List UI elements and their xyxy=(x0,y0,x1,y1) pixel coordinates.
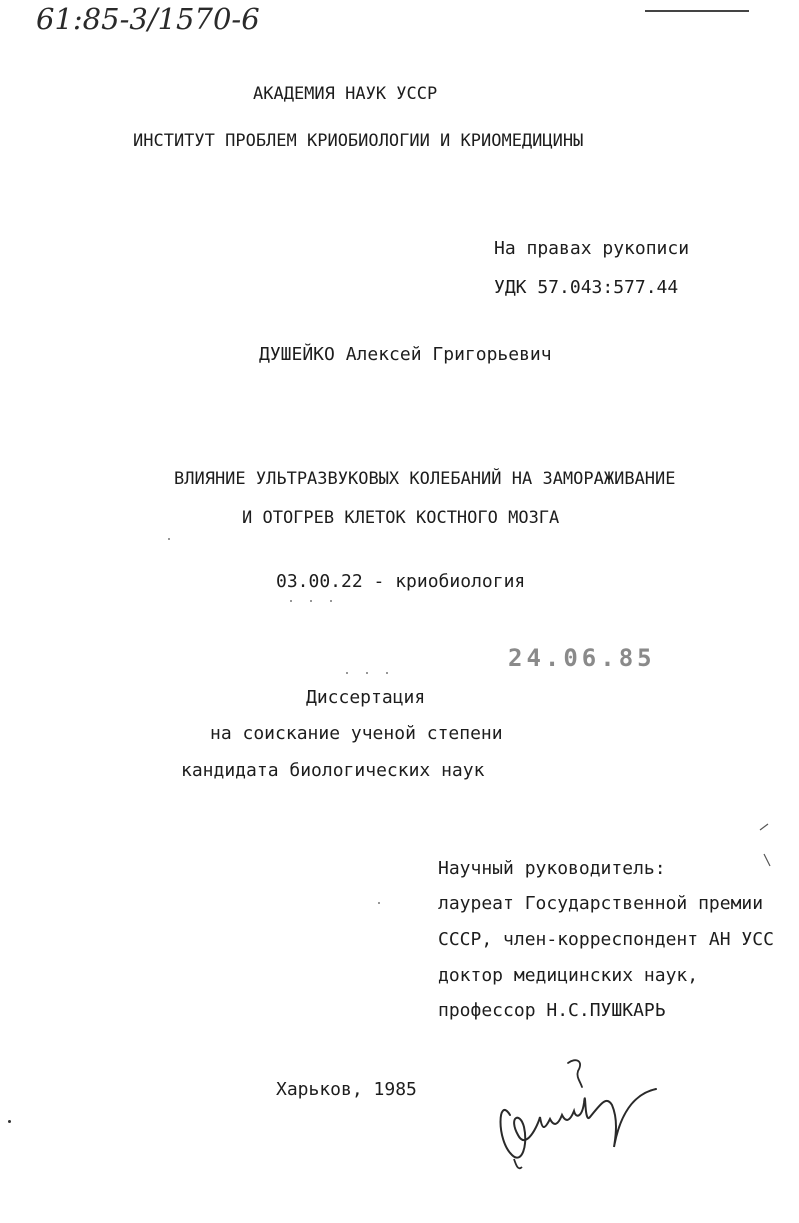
dissertation-label: Диссертация xyxy=(306,687,426,708)
specialty: 03.00.22 - криобиология xyxy=(276,571,526,592)
scan-speck xyxy=(8,1120,11,1123)
handwritten-code: 61:85-3/1570-6 xyxy=(36,2,260,36)
supervisor-membership: СССР, член-корреспондент АН УСС xyxy=(438,929,774,950)
scan-speck xyxy=(168,538,170,540)
scan-speck xyxy=(366,672,368,674)
city-year: Харьков, 1985 xyxy=(276,1079,417,1100)
institute-name: ИНСТИТУТ ПРОБЛЕМ КРИОБИОЛОГИИ И КРИОМЕДИЦИНЫ xyxy=(133,131,584,151)
udc-code: УДК 57.043:577.44 xyxy=(494,277,679,298)
dissertation-field: кандидата биологических наук xyxy=(181,760,485,781)
academy-name: АКАДЕМИЯ НАУК УССР xyxy=(253,84,438,104)
scan-speck xyxy=(310,600,312,602)
author-name: ДУШЕЙКО Алексей Григорьевич xyxy=(259,344,552,365)
title-line-1: ВЛИЯНИЕ УЛЬТРАЗВУКОВЫХ КОЛЕБАНИЙ НА ЗАМОРАЖИВАНИЕ xyxy=(174,469,676,489)
supervisor-heading: Научный руководитель: xyxy=(438,858,666,879)
date-stamp: 24.06.85 xyxy=(508,644,656,672)
dissertation-degree: на соискание ученой степени xyxy=(210,723,503,744)
scan-speck xyxy=(386,672,388,674)
scan-speck xyxy=(378,902,380,904)
signature-mark xyxy=(488,1055,678,1175)
top-rule xyxy=(645,10,749,12)
supervisor-name: профессор Н.С.ПУШКАРЬ xyxy=(438,1000,666,1021)
title-line-2: И ОТОГРЕВ КЛЕТОК КОСТНОГО МОЗГА xyxy=(242,508,560,528)
scan-speck xyxy=(346,672,348,674)
scan-speck xyxy=(290,600,292,602)
supervisor-award: лауреат Государственной премии xyxy=(438,893,764,914)
supervisor-degree: доктор медицинских наук, xyxy=(438,965,699,986)
margin-tick xyxy=(758,822,778,872)
scan-speck xyxy=(330,600,332,602)
manuscript-rights: На правах рукописи xyxy=(494,238,690,259)
